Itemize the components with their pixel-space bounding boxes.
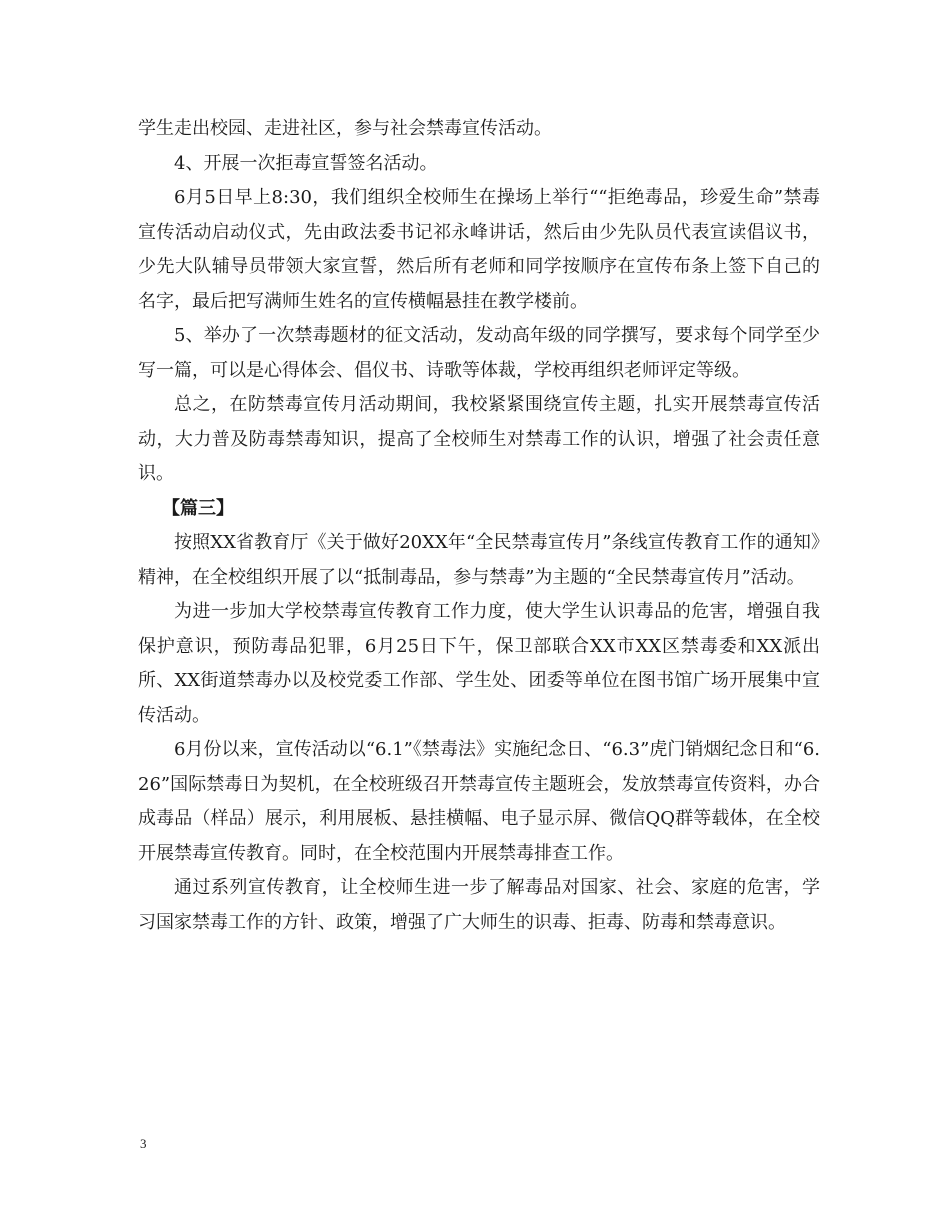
page-number: 3 (140, 1136, 147, 1151)
paragraph-june-5-ceremony: 6月5日早上8:30，我们组织全校师生在操场上举行““拒绝毒品，珍爱生命”禁毒宣传活动启动仪式，先由政法委书记祁永峰讲话，然后由少先队员代表宣读倡议书，少先大队辅导员带领大家宣誓，然后所有老师和同学按顺序在宣传布条上签下自己的名字，最后把写满师生姓名的宣传横幅悬挂在教学楼前。 (138, 187, 820, 312)
paragraph-since-june: 6月份以来，宣传活动以“6.1”《禁毒法》实施纪念日、“6.3”虎门销烟纪念日和“6.26”国际禁毒日为契机，在全校班级召开禁毒宣传主题班会，发放禁毒宣传资料，办合成毒品（样品）展示，利用展板、悬挂横幅、电子显示屏、微信QQ群等载体，在全校开展禁毒宣传教育。同时，在全校范围内开展禁毒排查工作。 (138, 739, 820, 864)
paragraph-june-25-campaign: 为进一步加大学校禁毒宣传教育工作力度，使大学生认识毒品的危害，增强自我保护意识，预防毒品犯罪，6月25日下午，保卫部联合XX市XX区禁毒委和XX派出所、XX街道禁毒办以及校党委工作部、学生处、团委等单位在图书馆广场开展集中宣传活动。 (138, 601, 821, 726)
paragraph-item-5: 5、举办了一次禁毒题材的征文活动，发动高年级的同学撰写，要求每个同学至少写一篇，可以是心得体会、倡仪书、诗歌等体裁，学校再组织老师评定等级。 (138, 325, 820, 381)
paragraph-continuation: 学生走出校园、走进社区，参与社会禁毒宣传活动。 (138, 118, 552, 139)
paragraph-summary: 总之，在防禁毒宣传月活动期间，我校紧紧围绕宣传主题，扎实开展禁毒宣传活动，大力普及防毒禁毒知识，提高了全校师生对禁毒工作的认识，增强了社会责任意识。 (138, 394, 820, 484)
section-heading: 【篇三】 (162, 497, 234, 519)
paragraph-conclusion: 通过系列宣传教育，让全校师生进一步了解毒品对国家、社会、家庭的危害，学习国家禁毒工作的方针、政策，增强了广大师生的识毒、拒毒、防毒和禁毒意识。 (138, 877, 820, 933)
paragraph-notice: 按照XX省教育厅《关于做好20XX年“全民禁毒宣传月”条线宣传教育工作的通知》精神，在全校组织开展了以“抵制毒品，参与禁毒”为主题的“全民禁毒宣传月”活动。 (138, 532, 820, 588)
document-body (138, 112, 820, 940)
paragraph-item-4: 4、开展一次拒毒宣誓签名活动。 (174, 152, 438, 174)
